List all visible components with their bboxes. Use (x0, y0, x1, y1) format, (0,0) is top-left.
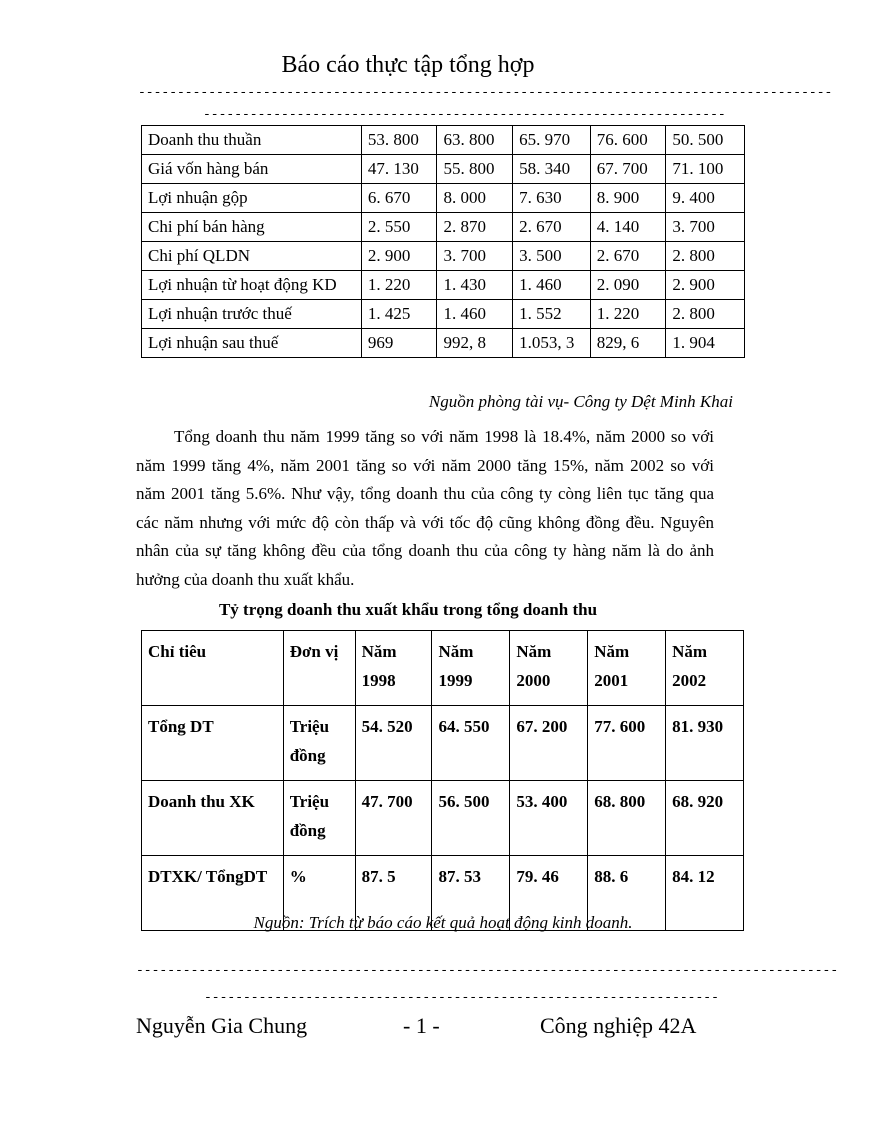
value-cell: 2. 900 (666, 271, 745, 300)
table2-source: Nguồn: Trích từ báo cáo kết quả hoạt động kinh doanh. (253, 913, 633, 932)
footer-class: Công nghiệp 42A (540, 1013, 697, 1038)
row-label-cell: Lợi nhuận trước thuế (142, 300, 362, 329)
row-label-cell: Doanh thu XK (142, 781, 284, 856)
value-cell: 2. 800 (666, 242, 745, 271)
table1-source: Nguồn phòng tài vụ- Công ty Dệt Minh Khai (428, 392, 733, 411)
value-cell: 3. 700 (437, 242, 513, 271)
value-cell: 47. 700 (355, 781, 432, 856)
value-cell: 2. 090 (590, 271, 666, 300)
value-cell: 58. 340 (513, 155, 591, 184)
value-cell: 79. 46 (510, 856, 588, 931)
income-table (141, 125, 745, 358)
column-header-cell: Đơn vị (283, 631, 355, 706)
unit-cell: Triệu đồng (283, 781, 355, 856)
value-cell: 829, 6 (590, 329, 666, 358)
table2-title: Tỷ trọng doanh thu xuất khẩu trong tổng doanh thu (218, 600, 598, 619)
value-cell: 68. 920 (666, 781, 744, 856)
unit-cell: Triệu đồng (283, 706, 355, 781)
value-cell: 2. 670 (513, 213, 591, 242)
value-cell: 2. 670 (590, 242, 666, 271)
value-cell: 7. 630 (513, 184, 591, 213)
value-cell: 1. 552 (513, 300, 591, 329)
value-cell: 1. 220 (361, 271, 437, 300)
table-row (142, 242, 745, 271)
body-paragraph: Tổng doanh thu năm 1999 tăng so với năm 1998 là 18.4%, năm 2000 so với năm 1999 tăng 4%, năm 2001 tăng so với năm 2000 tăng 15%, năm 2002 so với năm 2001 tăng 5.6%. Như vậy, tổng doanh thu của công ty còng liên tục tăng qua các năm nhưng với mức độ còn thấp và với tốc độ cũng không đồng đều. Nguyên nhân của sự tăng không đều của tổng doanh thu của công ty hàng năm là do ảnh hưởng của doanh thu xuất khẩu. (136, 427, 714, 589)
footer-rule-1: ------------------------------------------------------------------------------------------ (136, 963, 839, 978)
value-cell: 65. 970 (513, 126, 591, 155)
value-cell: 969 (361, 329, 437, 358)
page-header-title: Báo cáo thực tập tổng hợp (281, 52, 535, 78)
value-cell: 2. 870 (437, 213, 513, 242)
row-label-cell: Giá vốn hàng bán (142, 155, 362, 184)
table-header-row (142, 631, 744, 706)
header-rule-1: ----------------------------------------------------------------------------------------- (138, 85, 833, 100)
value-cell: 1. 425 (361, 300, 437, 329)
value-cell: 87. 53 (432, 856, 510, 931)
row-label-cell: Lợi nhuận gộp (142, 184, 362, 213)
value-cell: 6. 670 (361, 184, 437, 213)
value-cell: 53. 800 (361, 126, 437, 155)
export-revenue-table (141, 630, 744, 931)
value-cell: 84. 12 (666, 856, 744, 931)
value-cell: 2. 800 (666, 300, 745, 329)
value-cell: 2. 900 (361, 242, 437, 271)
value-cell: 56. 500 (432, 781, 510, 856)
value-cell: 77. 600 (588, 706, 666, 781)
value-cell: 1. 430 (437, 271, 513, 300)
value-cell: 81. 930 (666, 706, 744, 781)
column-header-cell: Năm 1999 (432, 631, 510, 706)
table-row (142, 300, 745, 329)
row-label-cell: Chi phí bán hàng (142, 213, 362, 242)
value-cell: 4. 140 (590, 213, 666, 242)
value-cell: 76. 600 (590, 126, 666, 155)
value-cell: 3. 500 (513, 242, 591, 271)
row-label-cell: Chi phí QLDN (142, 242, 362, 271)
column-header-cell: Chỉ tiêu (142, 631, 284, 706)
footer-author: Nguyễn Gia Chung (136, 1013, 308, 1038)
value-cell: 47. 130 (361, 155, 437, 184)
unit-cell: % (283, 856, 355, 931)
footer-page-number: - 1 - (403, 1013, 440, 1038)
table-row (142, 706, 744, 781)
value-cell: 87. 5 (355, 856, 432, 931)
value-cell: 68. 800 (588, 781, 666, 856)
value-cell: 8. 000 (437, 184, 513, 213)
value-cell: 67. 700 (590, 155, 666, 184)
value-cell: 53. 400 (510, 781, 588, 856)
value-cell: 1. 220 (590, 300, 666, 329)
footer-rule-2: ------------------------------------------------------------------ (204, 990, 719, 1005)
value-cell: 63. 800 (437, 126, 513, 155)
value-cell: 9. 400 (666, 184, 745, 213)
row-label-cell: Lợi nhuận sau thuế (142, 329, 362, 358)
value-cell: 88. 6 (588, 856, 666, 931)
value-cell: 67. 200 (510, 706, 588, 781)
value-cell: 55. 800 (437, 155, 513, 184)
table-row (142, 271, 745, 300)
value-cell: 1. 904 (666, 329, 745, 358)
table-row (142, 329, 745, 358)
value-cell: 1.053, 3 (513, 329, 591, 358)
value-cell: 71. 100 (666, 155, 745, 184)
table-row (142, 155, 745, 184)
value-cell: 50. 500 (666, 126, 745, 155)
table-row (142, 781, 744, 856)
table-row (142, 213, 745, 242)
value-cell: 992, 8 (437, 329, 513, 358)
value-cell: 8. 900 (590, 184, 666, 213)
row-label-cell: Doanh thu thuần (142, 126, 362, 155)
value-cell: 54. 520 (355, 706, 432, 781)
value-cell: 2. 550 (361, 213, 437, 242)
column-header-cell: Năm 2000 (510, 631, 588, 706)
header-rule-2: ------------------------------------------------------------------- (203, 107, 726, 122)
column-header-cell: Năm 2002 (666, 631, 744, 706)
value-cell: 1. 460 (513, 271, 591, 300)
value-cell: 64. 550 (432, 706, 510, 781)
column-header-cell: Năm 2001 (588, 631, 666, 706)
row-label-cell: DTXK/ TổngDT (142, 856, 284, 931)
value-cell: 1. 460 (437, 300, 513, 329)
row-label-cell: Tổng DT (142, 706, 284, 781)
table-row (142, 184, 745, 213)
column-header-cell: Năm 1998 (355, 631, 432, 706)
row-label-cell: Lợi nhuận từ hoạt động KD (142, 271, 362, 300)
value-cell: 3. 700 (666, 213, 745, 242)
table-row (142, 126, 745, 155)
